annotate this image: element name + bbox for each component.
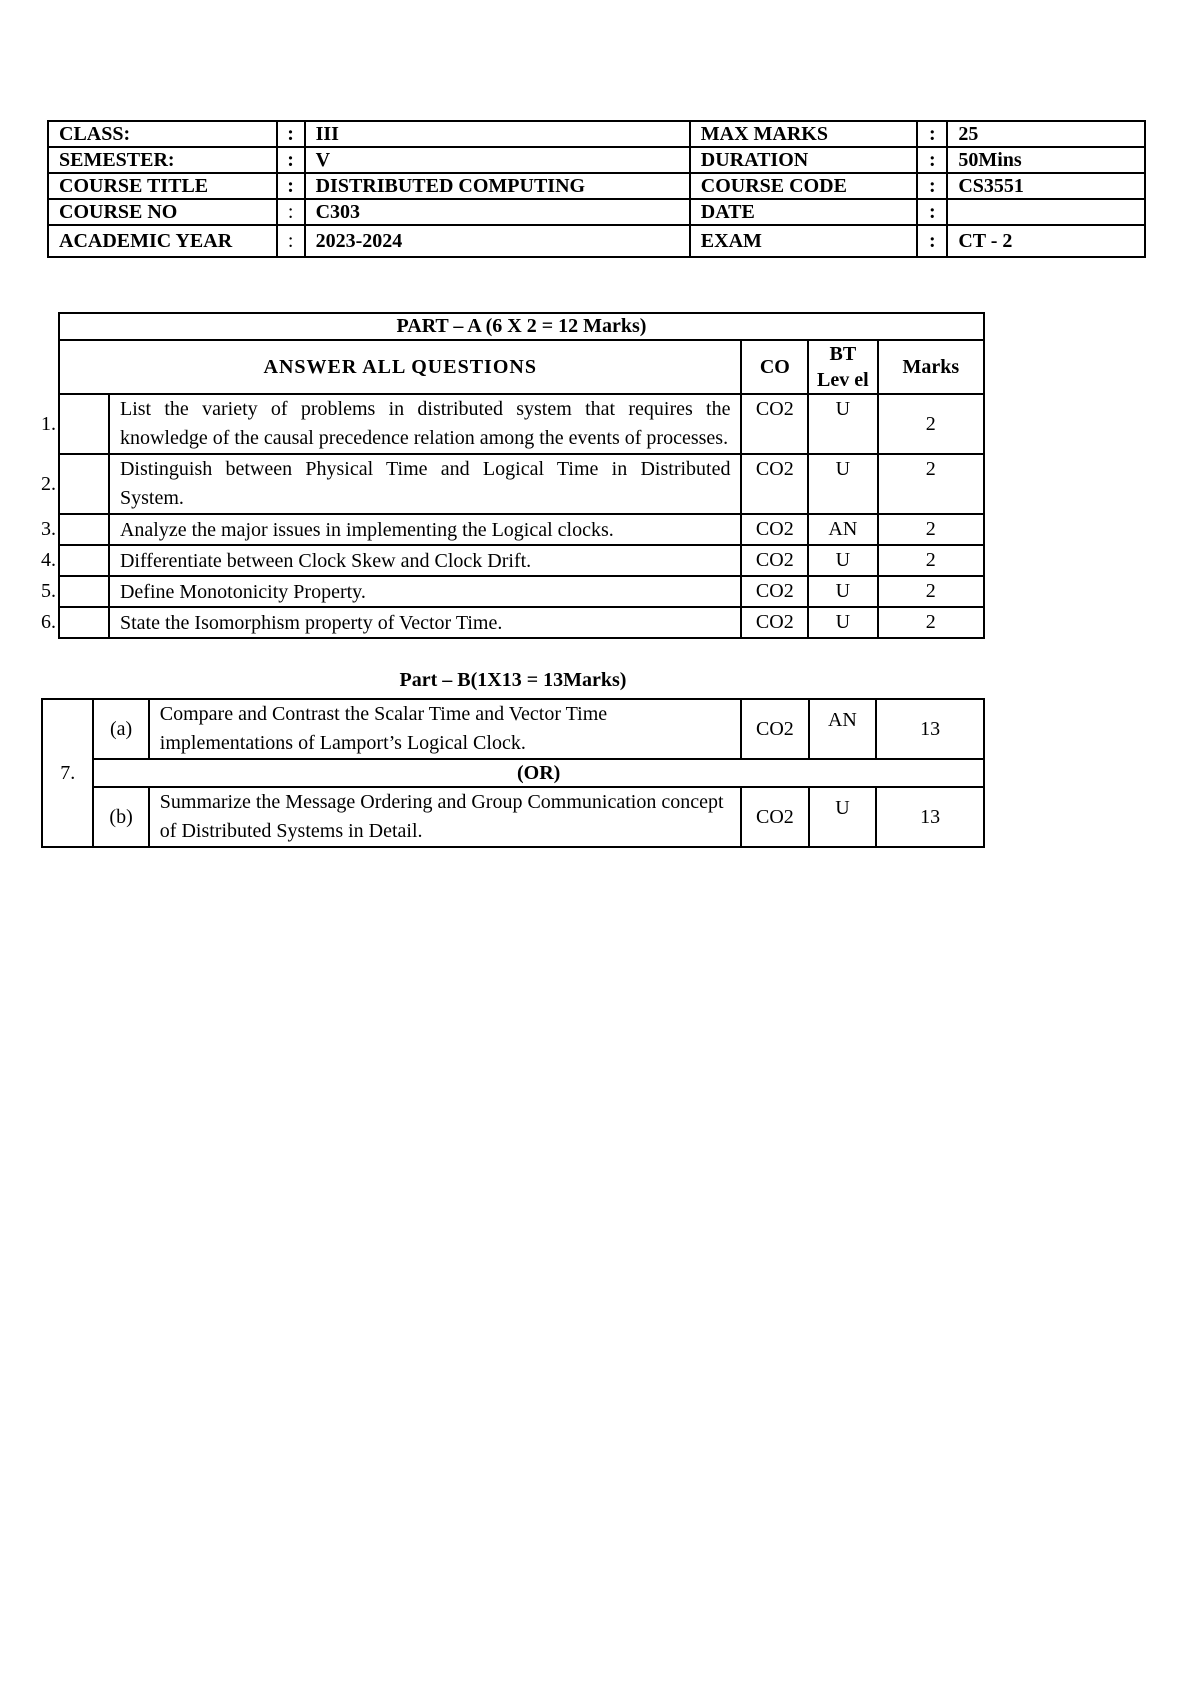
question-bt-level: U: [808, 394, 877, 454]
separator: :: [917, 121, 947, 147]
bt-level-label: BT Lev el: [817, 343, 869, 391]
question-co: CO2: [741, 394, 808, 454]
separator: :: [917, 225, 947, 257]
duration-label: DURATION: [690, 147, 918, 173]
separator: :: [277, 121, 305, 147]
question-co: CO2: [741, 576, 808, 607]
option-text: Summarize the Message Ordering and Group Communication concept of Distributed Systems in Detail.: [149, 787, 741, 847]
question-bt-level: AN: [808, 514, 877, 545]
question-text: List the variety of problems in distributed system that requires the knowledge of the causal precedence relation among the events of processes.: [109, 394, 742, 454]
question-text: Analyze the major issues in implementing the Logical clocks.: [109, 514, 742, 545]
question-co: CO2: [741, 454, 808, 514]
option-co: CO2: [741, 787, 809, 847]
separator: :: [277, 147, 305, 173]
class-label: CLASS:: [48, 121, 277, 147]
question-row: [41, 514, 984, 545]
co-column-header: CO: [741, 340, 808, 394]
part-b-option-b: [42, 787, 984, 847]
question-bt-level: U: [808, 607, 877, 638]
info-row-class: [48, 121, 1145, 147]
max-marks-value: 25: [947, 121, 1145, 147]
answer-all-instruction: ANSWER ALL QUESTIONS: [59, 340, 741, 394]
exam-info-table: [47, 120, 1146, 258]
separator: :: [917, 173, 947, 199]
separator: :: [917, 147, 947, 173]
exam-label: EXAM: [690, 225, 918, 257]
part-a-table: [41, 312, 985, 639]
course-no-label: COURSE NO: [48, 199, 277, 225]
separator: :: [917, 199, 947, 225]
part-b-question-number: 7.: [42, 699, 93, 847]
course-code-value: CS3551: [947, 173, 1145, 199]
academic-year-label: ACADEMIC YEAR: [48, 225, 277, 257]
separator: :: [277, 173, 305, 199]
part-b-table: [41, 698, 985, 848]
option-text: Compare and Contrast the Scalar Time and Vector Time implementations of Lamport’s Logical Clock.: [149, 699, 741, 759]
question-row: [41, 454, 984, 514]
option-label: (a): [93, 699, 148, 759]
info-row-course-title: [48, 173, 1145, 199]
info-row-academic-year: [48, 225, 1145, 257]
question-number: 1.: [41, 394, 59, 454]
question-number: 2.: [41, 454, 59, 514]
date-value: [947, 199, 1145, 225]
question-text: Distinguish between Physical Time and Logical Time in Distributed System.: [109, 454, 742, 514]
question-co: CO2: [741, 607, 808, 638]
option-bt-level: U: [809, 787, 877, 847]
academic-year-value: 2023-2024: [305, 225, 690, 257]
question-text: Define Monotonicity Property.: [109, 576, 742, 607]
question-bt-level: U: [808, 545, 877, 576]
question-row: [41, 545, 984, 576]
bt-level-column-header: [808, 340, 877, 394]
info-row-semester: [48, 147, 1145, 173]
marks-column-header: Marks: [878, 340, 984, 394]
option-marks: 13: [876, 787, 984, 847]
question-marks: 2: [878, 576, 984, 607]
exam-value: CT - 2: [947, 225, 1145, 257]
question-marks: 2: [878, 607, 984, 638]
question-bt-level: U: [808, 576, 877, 607]
option-marks: 13: [876, 699, 984, 759]
question-text: Differentiate between Clock Skew and Clock Drift.: [109, 545, 742, 576]
question-row: [41, 607, 984, 638]
option-label: (b): [93, 787, 148, 847]
course-no-value: C303: [305, 199, 690, 225]
class-value: III: [305, 121, 690, 147]
duration-value: 50Mins: [947, 147, 1145, 173]
semester-value: V: [305, 147, 690, 173]
question-row: [41, 576, 984, 607]
course-title-label: COURSE TITLE: [48, 173, 277, 199]
question-bt-level: U: [808, 454, 877, 514]
part-a-title: PART – A (6 X 2 = 12 Marks): [59, 313, 984, 340]
question-marks: 2: [878, 545, 984, 576]
question-co: CO2: [741, 514, 808, 545]
question-number: 4.: [41, 545, 59, 576]
course-code-label: COURSE CODE: [690, 173, 918, 199]
or-divider: (OR): [93, 759, 984, 787]
info-row-course-no: [48, 199, 1145, 225]
question-marks: 2: [878, 514, 984, 545]
question-text: State the Isomorphism property of Vector Time.: [109, 607, 742, 638]
question-row: [41, 394, 984, 454]
semester-label: SEMESTER:: [48, 147, 277, 173]
question-number: 3.: [41, 514, 59, 545]
date-label: DATE: [690, 199, 918, 225]
option-co: CO2: [741, 699, 809, 759]
max-marks-label: MAX MARKS: [690, 121, 918, 147]
question-number: 6.: [41, 607, 59, 638]
question-co: CO2: [741, 545, 808, 576]
separator: :: [277, 199, 305, 225]
part-b-title: Part – B(1X13 = 13Marks): [399, 669, 627, 691]
separator: :: [277, 225, 305, 257]
course-title-value: DISTRIBUTED COMPUTING: [305, 173, 690, 199]
question-number: 5.: [41, 576, 59, 607]
question-marks: 2: [878, 454, 984, 514]
part-b-option-a: [42, 699, 984, 759]
option-bt-level: AN: [809, 699, 877, 759]
question-marks: 2: [878, 394, 984, 454]
